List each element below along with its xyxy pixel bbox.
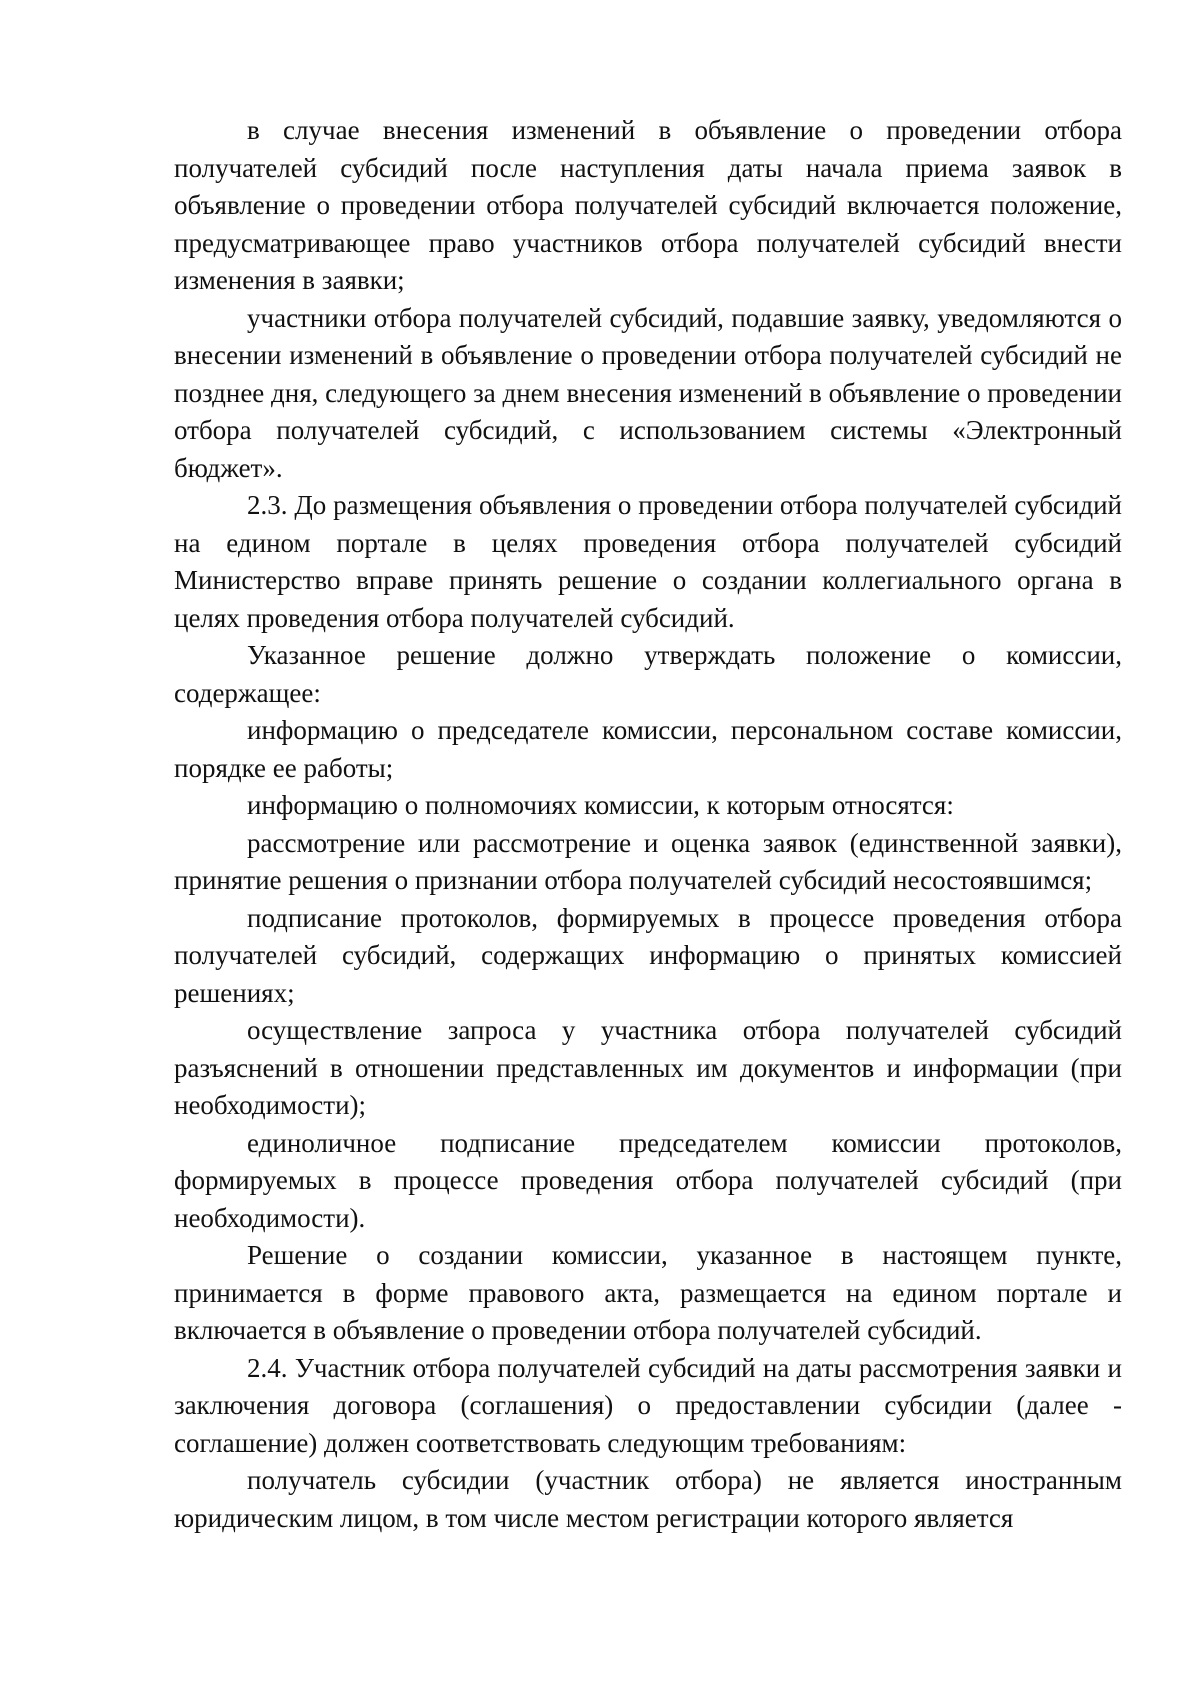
paragraph-decision-form: Решение о создании комиссии, указанное в настоящем пункте, принимается в форме правового акта, размещается на едином портале и включается в объявление о проведении отбора получателей субсидий. [174, 1240, 1122, 1345]
paragraph-foreign-entity: получатель субсидии (участник отбора) не является иностранным юридическим лицом, в том числе местом регистрации которого является [174, 1465, 1122, 1533]
paragraph-request-clarifications: осуществление запроса у участника отбора получателей субсидий разъяснений в отношении представленных им документов и информации (при необходимости); [174, 1015, 1122, 1120]
paragraph-amendment-rights: в случае внесения изменений в объявление о проведении отбора получателей субсидий после наступления даты начала приема заявок в объявление о проведении отбора получателей субсидий включается положение, предусматривающее право участников отбора получателей субсидий внести изменения в заявки; [174, 115, 1122, 295]
paragraph-chairman-info: информацию о председателе комиссии, персональном составе комиссии, порядке ее работы; [174, 715, 1122, 783]
paragraph-review-applications: рассмотрение или рассмотрение и оценка заявок (единственной заявки), принятие решения о признании отбора получателей субсидий несостоявшимся; [174, 827, 1122, 895]
paragraph-2-4: 2.4. Участник отбора получателей субсидий на даты рассмотрения заявки и заключения договора (соглашения) о предоставлении субсидии (далее - соглашение) должен соответствовать следующим требованиям: [174, 1352, 1122, 1458]
paragraph-sign-protocols: подписание протоколов, формируемых в процессе проведения отбора получателей субсидий, содержащих информацию о принятых комиссией решениях; [174, 902, 1122, 1008]
paragraph-sole-signing: единоличное подписание председателем комиссии протоколов, формируемых в процессе проведения отбора получателей субсидий (при необходимости). [174, 1127, 1122, 1233]
document-body [174, 112, 1122, 1537]
paragraph-2-3: 2.3. До размещения объявления о проведении отбора получателей субсидий на едином портале в целях проведения отбора получателей субсидий Министерство вправе принять решение о создании коллегиального органа в целях проведения отбора получателей субсидий. [174, 490, 1122, 633]
paragraph-commission-regulation: Указанное решение должно утверждать положение о комиссии, содержащее: [174, 640, 1122, 708]
paragraph-commission-powers: информацию о полномочиях комиссии, к которым относятся: [247, 790, 954, 820]
paragraph-participant-notification: участники отбора получателей субсидий, подавшие заявку, уведомляются о внесении изменений в объявление о проведении отбора получателей субсидий не позднее дня, следующего за днем внесения изменений в объявление о проведении отбора получателей субсидий, с использованием системы «Электронный бюджет». [174, 302, 1122, 483]
